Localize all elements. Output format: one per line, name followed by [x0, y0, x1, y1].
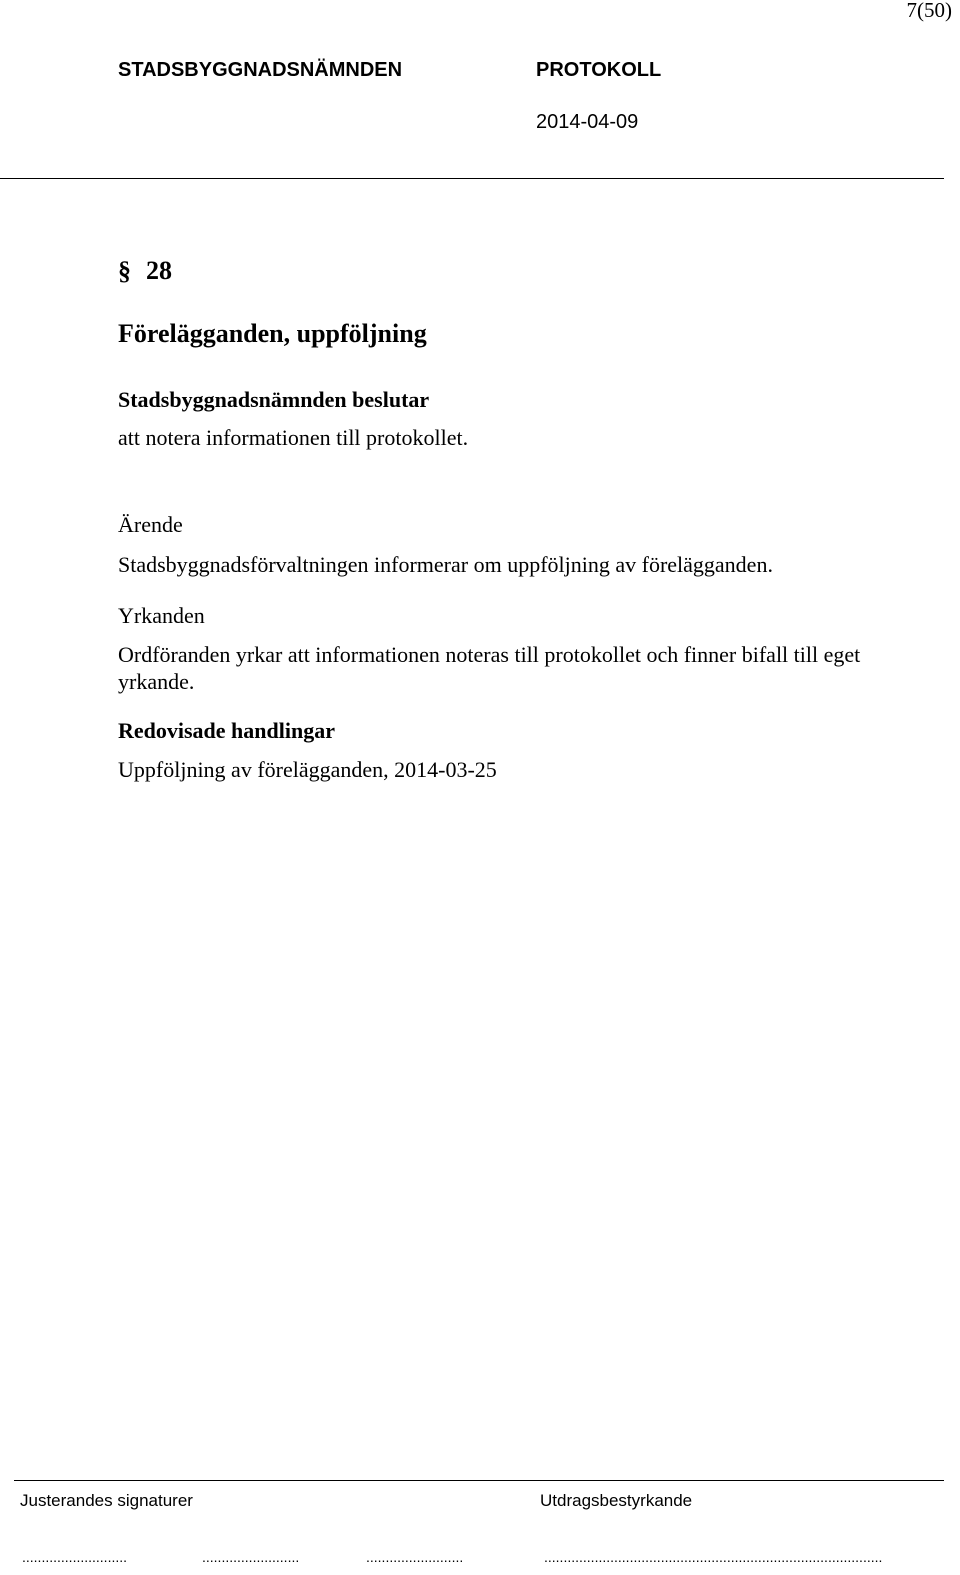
footer-certification-label: Utdragsbestyrkande — [540, 1491, 693, 1510]
decision-heading: Stadsbyggnadsnämnden beslutar — [118, 387, 430, 412]
documents-text: Uppföljning av förelägganden, 2014-03-25 — [118, 757, 497, 782]
section-title: Förelägganden, uppföljning — [118, 319, 427, 348]
section-number: 28 — [146, 256, 172, 285]
matter-text: Stadsbyggnadsförvaltningen informerar om uppföljning av förelägganden. — [118, 552, 773, 577]
signature-line-1: ........................... — [22, 1549, 128, 1565]
certification-line: ....................................................................................... — [544, 1549, 883, 1565]
header-doc-type: PROTOKOLL — [536, 59, 662, 81]
signature-line-3: ......................... — [366, 1549, 464, 1565]
section-symbol: § — [118, 256, 131, 285]
footer-signatures-label: Justerandes signaturer — [20, 1491, 193, 1510]
documents-heading: Redovisade handlingar — [118, 718, 335, 743]
motion-text: Ordföranden yrkar att informationen noteras till protokollet och finner bifall till eget yrkande. — [118, 642, 861, 694]
signature-line-2: ......................... — [202, 1549, 300, 1565]
decision-text: att notera informationen till protokollet. — [118, 425, 469, 450]
matter-heading: Ärende — [118, 512, 183, 537]
motion-heading: Yrkanden — [118, 603, 205, 628]
page-number: 7(50) — [906, 0, 952, 22]
header-organization: STADSBYGGNADSNÄMNDEN — [118, 59, 403, 81]
header-date: 2014-04-09 — [536, 111, 639, 133]
footer-divider — [14, 1480, 944, 1481]
header-divider — [0, 178, 944, 179]
